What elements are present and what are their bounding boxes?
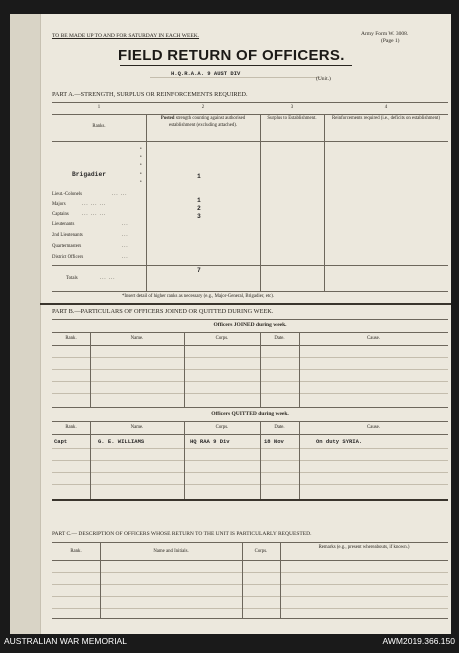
- col-num-3: 3: [290, 105, 294, 110]
- quitted-col-rule: [52, 434, 448, 435]
- part-c-heading: PART C.— DESCRIPTION OF OFFICERS WHOSE RETURN TO THE UNIT IS PARTICULARLY REQUESTED.: [52, 531, 312, 537]
- dots-2nd-lieutenants: ...: [122, 233, 129, 238]
- quitted-name: G. E. WILLIAMS: [98, 438, 145, 445]
- totals-dots: ... ...: [100, 276, 116, 281]
- rank-lieut-colonels: Lieut.-Colonels: [52, 192, 82, 197]
- joined-divider-2: [184, 332, 185, 407]
- joined-col-cause: Cause.: [367, 336, 380, 341]
- part-c-col-rule: [52, 560, 448, 561]
- reinforcements-header: Reinforcements required (i.e., deficits on establishment): [332, 116, 440, 121]
- quitted-row-line-1: [52, 448, 448, 449]
- quitted-corps: HQ RAA 9 Div: [190, 438, 230, 445]
- joined-row-line-3: [52, 381, 448, 382]
- posted-header-rest: strength counting against authorised establishment (excluding attached).: [168, 116, 246, 128]
- posted-brigadier: 1: [197, 173, 201, 180]
- page-number: (Page 1): [381, 38, 400, 44]
- posted-majors: 1: [197, 197, 201, 204]
- joined-bottom-rule: [52, 407, 448, 408]
- star-dot-1: •: [140, 147, 142, 152]
- part-a-footnote: *Insert detail of higher ranks as necessary (e.g., Major-General, Brigadier, etc).: [122, 294, 275, 299]
- footer-source: AUSTRALIAN WAR MEMORIAL: [4, 636, 127, 646]
- part-a-top-rule: [52, 102, 448, 103]
- rank-brigadier: Brigadier: [72, 171, 107, 178]
- totals-rule-top: [52, 265, 448, 266]
- quitted-divider-4: [299, 421, 300, 499]
- quitted-heading: Officers QUITTED during week.: [211, 411, 289, 417]
- rank-district-officers: District Officers: [52, 255, 84, 260]
- quitted-divider-3: [260, 421, 261, 499]
- joined-heading: Officers JOINED during week.: [213, 322, 287, 328]
- joined-row-line-2: [52, 369, 448, 370]
- quitted-row-line-2: [52, 460, 448, 461]
- posted-header: [148, 116, 258, 129]
- quitted-col-name: Name.: [130, 425, 144, 430]
- joined-row-line-1: [52, 357, 448, 358]
- quitted-col-cause: Cause.: [367, 425, 380, 430]
- quitted-divider-1: [90, 421, 91, 499]
- quitted-date: 18 Nov: [264, 438, 284, 445]
- rank-captains: Captains: [52, 212, 69, 217]
- part-c-row-line-2: [52, 584, 448, 585]
- quitted-col-rank: Rank.: [65, 425, 77, 430]
- form-title: FIELD RETURN OF OFFICERS.: [118, 47, 345, 64]
- part-a-end-rule: [40, 303, 451, 305]
- joined-heading-rule: [52, 332, 448, 333]
- totals-rule-bottom: [52, 291, 448, 292]
- star-dot-3: •: [140, 163, 142, 168]
- part-c-row-line-3: [52, 596, 448, 597]
- posted-lieutenants: 3: [197, 213, 201, 220]
- rank-lieutenants: Lieutenants: [52, 222, 75, 227]
- form-sheet: [10, 14, 451, 634]
- quitted-col-corps: Corps.: [215, 425, 229, 430]
- posted-captains: 2: [197, 205, 201, 212]
- form-number: Army Form W. 3008.: [361, 31, 409, 37]
- dots-majors: ... ... ...: [82, 202, 107, 207]
- header-bottom-rule: [52, 141, 448, 142]
- totals-label: Totals: [66, 276, 78, 281]
- rank-quartermasters: Quartermasters: [52, 244, 82, 249]
- dots-captains: ... ... ...: [82, 212, 107, 217]
- totals-value: 7: [197, 267, 201, 274]
- dots-district-officers: ...: [122, 255, 129, 260]
- posted-header-bold: Posted: [160, 116, 175, 121]
- col-num-rule: [52, 114, 448, 115]
- part-c-col-remarks: Remarks (e.g., present whereabouts, if known.): [318, 545, 410, 550]
- rank-2nd-lieutenants: 2nd Lieutenants: [52, 233, 83, 238]
- part-b-top-rule: [52, 319, 448, 320]
- unit-line: [150, 77, 320, 78]
- quitted-col-date: Date.: [274, 425, 285, 430]
- quitted-row-line-4: [52, 484, 448, 485]
- dots-quartermasters: ...: [122, 244, 129, 249]
- quitted-cause: On duty SYRIA.: [316, 438, 363, 445]
- dots-lieut-colonels: ... ...: [112, 192, 128, 197]
- quitted-rank: Capt: [54, 438, 68, 445]
- col-num-4: 4: [384, 105, 388, 110]
- part-c-col-corps: Corps.: [254, 549, 268, 554]
- footer-accession: AWM2019.366.150: [382, 636, 455, 646]
- joined-col-date: Date.: [274, 336, 285, 341]
- part-c-col-rank: Rank.: [70, 549, 82, 554]
- part-a-heading: PART A.—STRENGTH, SURPLUS OR REINFORCEMENTS REQUIRED.: [52, 91, 248, 98]
- col-num-1: 1: [97, 105, 101, 110]
- joined-col-rank: Rank.: [65, 336, 77, 341]
- part-c-divider-3: [280, 542, 281, 618]
- star-dot-5: •: [140, 180, 142, 185]
- quitted-divider-2: [184, 421, 185, 499]
- part-c-top-rule: [52, 542, 448, 543]
- title-underline: [120, 65, 352, 66]
- col-num-2: 2: [201, 105, 205, 110]
- star-dot-4: •: [140, 172, 142, 177]
- star-dot-2: •: [140, 155, 142, 160]
- part-c-col-name: Name and Initials.: [153, 549, 189, 554]
- joined-col-corps: Corps.: [215, 336, 229, 341]
- joined-row-line-4: [52, 393, 448, 394]
- surplus-header: Surplus to Establishment.: [267, 116, 317, 121]
- part-b-heading: PART B.—PARTICULARS OF OFFICERS JOINED OR QUITTED DURING WEEK.: [52, 308, 274, 315]
- quitted-heading-rule: [52, 421, 448, 422]
- ranks-header: Ranks.: [92, 124, 106, 129]
- part-c-divider-2: [242, 542, 243, 618]
- binding-strip: [10, 14, 41, 634]
- part-c-row-line-1: [52, 572, 448, 573]
- quitted-row-line-3: [52, 472, 448, 473]
- joined-col-rule: [52, 345, 448, 346]
- joined-divider-1: [90, 332, 91, 407]
- joined-col-name: Name.: [130, 336, 144, 341]
- part-c-row-line-4: [52, 608, 448, 609]
- part-c-divider-1: [100, 542, 101, 618]
- dots-lieutenants: ...: [122, 222, 129, 227]
- joined-divider-4: [299, 332, 300, 407]
- unit-label: (Unit.): [316, 76, 331, 82]
- top-instruction: TO BE MADE UP TO AND FOR SATURDAY IN EACH WEEK.: [52, 33, 200, 39]
- part-c-bottom-rule: [52, 618, 448, 619]
- part-b-end-rule: [52, 499, 448, 501]
- unit-value: H.Q.R.A.A. 9 AUST DIV: [171, 70, 241, 77]
- rank-majors: Majors: [52, 202, 66, 207]
- joined-divider-3: [260, 332, 261, 407]
